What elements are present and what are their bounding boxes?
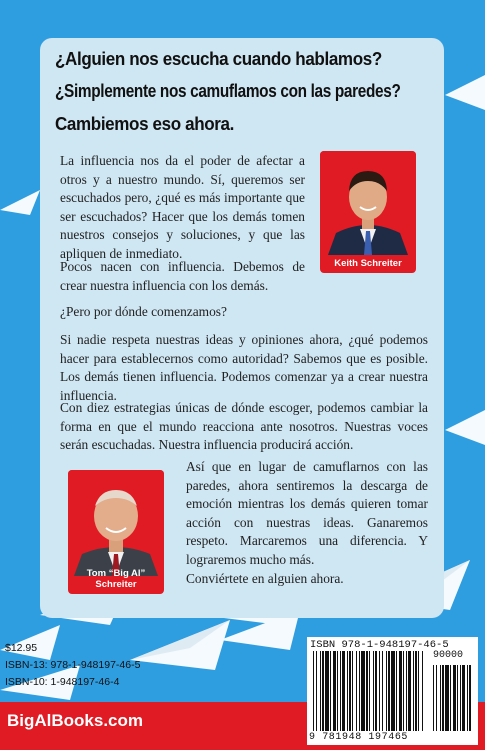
barcode-box (307, 637, 478, 745)
barcode-ean-digits: 9 781948 197465 (309, 732, 409, 743)
barcode-bar (408, 651, 411, 731)
barcode-bar (352, 651, 353, 731)
isbn13-text: ISBN-13: 978-1-948197-46-5 (5, 659, 141, 671)
barcode-bar (403, 651, 404, 731)
barcode-bar (396, 651, 397, 731)
barcode-bar (460, 665, 461, 731)
barcode-icon (313, 651, 427, 731)
barcode-bar (361, 651, 365, 731)
barcode-bar (457, 665, 458, 731)
barcode-bar (373, 651, 374, 731)
barcode-bar (406, 651, 407, 731)
tom-photo (68, 470, 164, 594)
barcode-bar (349, 651, 351, 731)
barcode-bar (366, 651, 368, 731)
barcode-bar (413, 651, 414, 731)
barcode-bar (337, 651, 338, 731)
barcode-bar (347, 651, 348, 731)
barcode-bar (382, 651, 383, 731)
tom-caption: Tom “Big Al” Schreiter (86, 568, 146, 590)
barcode-bar (356, 651, 357, 731)
paragraph-4: Si nadie respeta nuestras ideas y opiniones ahora, ¿qué podemos hacer para establecernos como autoridad? Sabemos que es posible. Los demás tienen influencia. Podemos comenzar ya a crear nuestra influencia. (60, 332, 428, 403)
barcode-bar (467, 665, 468, 731)
barcode-bar (422, 651, 423, 731)
keith-photo (320, 151, 416, 273)
barcode-bar (450, 665, 451, 731)
headline-1: ¿Alguien nos escucha cuando hablamos? (55, 48, 382, 69)
barcode-bar (388, 651, 390, 731)
barcode-bar (379, 651, 380, 731)
barcode-bar (313, 651, 314, 731)
barcode-bar (340, 651, 341, 731)
barcode-addon-digits: 90000 (433, 650, 464, 661)
barcode-bar (399, 651, 402, 731)
website-link[interactable]: BigAlBooks.com (7, 711, 144, 730)
barcode-bar (433, 665, 434, 731)
keith-caption: Keith Schreiter (334, 258, 402, 269)
paragraph-5: Con diez estrategias únicas de dónde escoger, podemos cambiar la forma en que el mundo reacciona ante nosotros. Nuestras voces serán escuchadas. Nuestra influencia producirá acción. (60, 400, 428, 453)
paragraph-6: Así que en lugar de camuflarnos con las paredes, ahora sentiremos la descarga de emoción mientras los demás quieren tomar acción con nuestras ideas. Ganaremos respeto. Marcaremos una diferencia. Y lograremos mucho más. (186, 459, 428, 567)
barcode-isbn-label: ISBN 978-1-948197-46-5 (310, 639, 449, 651)
headline-3: Cambiemos eso ahora. (55, 113, 234, 134)
barcode-bar (386, 651, 387, 731)
barcode-bar (359, 651, 360, 731)
barcode-bar (453, 665, 456, 731)
barcode-bar (325, 651, 329, 731)
barcode-addon-icon (433, 665, 473, 731)
barcode-bar (391, 651, 395, 731)
paragraph-1: La influencia nos da el poder de afectar a otros y a nuestro mundo. Sí, queremos ser escuchados pero, ¿qué es más importante que ser escuchados? Hacer que los demás tomen nuestros consejos y soluciones, y que las apliquen de inmediato. (60, 153, 305, 261)
headline-2: ¿Simplemente nos camuflamos con las paredes? (55, 80, 401, 101)
barcode-bar (320, 651, 321, 731)
barcode-bar (333, 651, 336, 731)
paragraph-3: ¿Pero por dónde comenzamos? (60, 304, 227, 319)
barcode-bar (415, 651, 417, 731)
barcode-bar (445, 665, 449, 731)
price-text: $12.95 (5, 642, 38, 654)
barcode-bar (436, 665, 437, 731)
barcode-bar (469, 665, 471, 731)
barcode-bar (418, 651, 419, 731)
barcode-bar (316, 651, 317, 731)
barcode-bar (369, 651, 370, 731)
barcode-bar (330, 651, 331, 731)
isbn10-text: ISBN-10: 1-948197-46-4 (5, 676, 120, 688)
barcode-bar (462, 665, 465, 731)
barcode-bar (322, 651, 324, 731)
barcode-bar (342, 651, 345, 731)
paragraph-7: Conviértete en alguien ahora. (186, 571, 344, 586)
barcode-bar (440, 665, 441, 731)
keith-portrait-icon (320, 151, 416, 273)
barcode-bar (375, 651, 377, 731)
paragraph-2: Pocos nacen con influencia. Debemos de crear nuestra influencia con los demás. (60, 259, 305, 293)
barcode-bar (442, 665, 444, 731)
